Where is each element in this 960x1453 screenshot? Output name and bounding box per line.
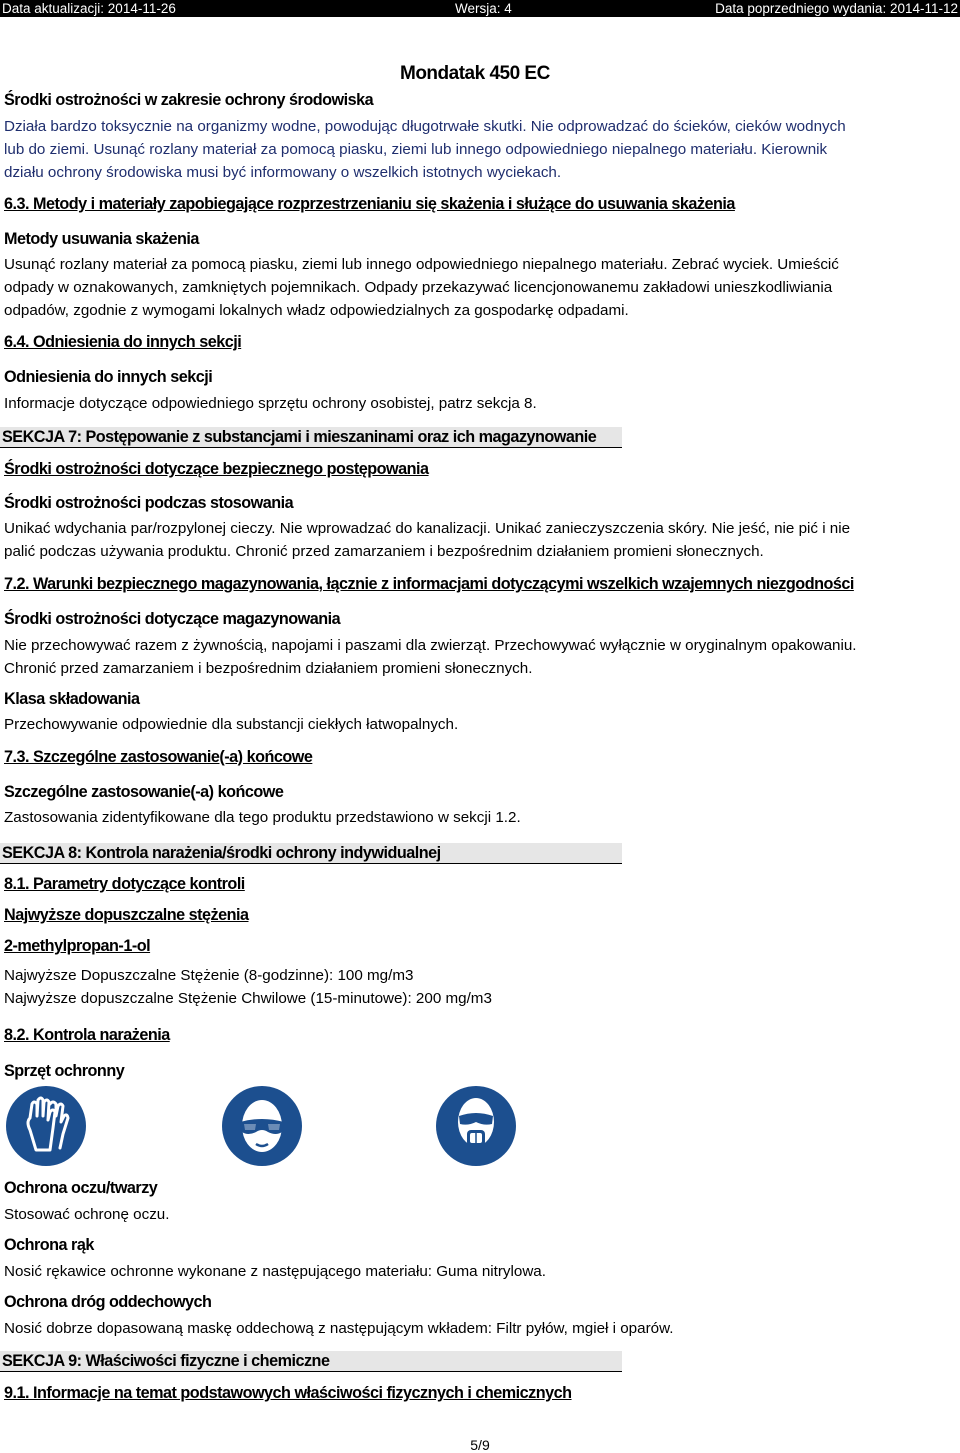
version: Wersja: 4 [455, 1, 512, 16]
env-precautions-heading: Środki ostrożności w zakresie ochrony środowiska [4, 91, 374, 109]
text-line: Usunąć rozlany materiał za pomocą piasku, ziemi lub innego odpowiedniego niepalnego materiału. Zebrać wyciek. Umieścić [4, 256, 839, 273]
cleanup-methods-heading: Metody usuwania skażenia [4, 230, 199, 248]
text-line: lub do ziemi. Usunąć rozlany materiał za pomocą piasku, ziemi lub innego odpowiedniego niepalnego materiału. Kierownik [4, 141, 828, 158]
text-line: Nie przechowywać razem z żywnością, napojami i paszami dla zwierząt. Przechowywać wyłącznie w oryginalnym opakowaniu. [4, 637, 857, 654]
text-line: Stosować ochronę oczu. [4, 1206, 170, 1223]
hand-protection-heading: Ochrona rąk [4, 1236, 94, 1254]
gloves-icon [6, 1086, 86, 1166]
storage-class-heading: Klasa składowania [4, 690, 140, 708]
previous-edition-date: Data poprzedniego wydania: 2014-11-12 [715, 1, 958, 16]
text-line: palić podczas używania produktu. Chronić przed zamarzaniem i bezpośrednim działaniem promieni słonecznych. [4, 543, 764, 560]
respiratory-protection-heading: Ochrona dróg oddechowych [4, 1293, 212, 1311]
text-line: Chronić przed zamarzaniem i bezpośrednim działaniem promieni słonecznych. [4, 660, 533, 677]
text-line: Nosić rękawice ochronne wykonane z następującego materiału: Guma nitrylowa. [4, 1263, 546, 1280]
cleanup-methods-text [4, 253, 956, 322]
hand-protection-text [4, 1260, 956, 1283]
product-title: Mondatak 450 EC [400, 63, 550, 84]
text-line: odpadów, zgodnie z wymogami lokalnych władz odpowiedzialnych za gospodarkę odpadami. [4, 302, 629, 319]
text-line: Unikać wdychania par/rozpylonej cieczy. Nie wprowadzać do kanalizacji. Unikać zanieczyszczenia skóry. Nie jeść, nie pić i nie [4, 520, 851, 537]
storage-precautions-text [4, 634, 956, 680]
text-line: Przechowywanie odpowiednie dla substancji ciekłych łatwopalnych. [4, 716, 459, 733]
substance-name: 2-methylpropan-1-ol [4, 937, 151, 955]
respirator-icon [436, 1086, 516, 1166]
text-line: Zastosowania zidentyfikowane dla tego produktu przedstawiono w sekcji 1.2. [4, 809, 521, 826]
section-9-1-heading: 9.1. Informacje na temat podstawowych właściwości fizycznych i chemicznych [4, 1384, 572, 1402]
respiratory-protection-text [4, 1317, 956, 1340]
ppe-heading: Sprzęt ochronny [4, 1062, 125, 1080]
references-heading: Odniesienia do innych sekcji [4, 368, 213, 386]
env-precautions-text [4, 115, 956, 184]
section-9-title: SEKCJA 9: Właściwości fizyczne i chemiczne [0, 1351, 622, 1372]
eye-protection-heading: Ochrona oczu/twarzy [4, 1179, 158, 1197]
section-8-2-heading: 8.2. Kontrola narażenia [4, 1026, 170, 1044]
use-precautions-text [4, 517, 956, 563]
text-line: odpady w oznakowanych, zamkniętych pojemnikach. Odpady przekazywać licencjonowanemu zakładowi unieszkodliwiania [4, 279, 833, 296]
text-line: Najwyższe Dopuszczalne Stężenie (8-godzinne): 100 mg/m3 [4, 967, 414, 984]
section-7-3-heading: 7.3. Szczególne zastosowanie(-a) końcowe [4, 748, 313, 766]
references-text [4, 392, 956, 415]
text-line: Informacje dotyczące odpowiedniego sprzętu ochrony osobistej, patrz sekcja 8. [4, 395, 537, 412]
eye-protection-text [4, 1203, 956, 1226]
text-line: działu ochrony środowiska musi być informowany o wszelkich istotnych wyciekach. [4, 164, 562, 181]
section-7-title: SEKCJA 7: Postępowanie z substancjami i mieszaninami oraz ich magazynowanie [0, 427, 622, 448]
section-6-4-heading: 6.4. Odniesienia do innych sekcji [4, 333, 242, 351]
section-6-3-heading: 6.3. Metody i materiały zapobiegające rozprzestrzenianiu się skażenia i służące do usuwania skażenia [4, 195, 735, 213]
section-8-1-heading: 8.1. Parametry dotyczące kontroli [4, 875, 245, 893]
storage-class-text [4, 713, 956, 736]
text-line: Działa bardzo toksycznie na organizmy wodne, powodując długotrwałe skutki. Nie odprowadzać do ścieków, cieków wodnych [4, 118, 846, 135]
text-line: Nosić dobrze dopasowaną maskę oddechową z następującym wkładem: Filtr pyłów, mgieł i oparów. [4, 1320, 674, 1337]
goggles-icon [222, 1086, 302, 1166]
exposure-limits-text [4, 964, 956, 1010]
section-8-title: SEKCJA 8: Kontrola narażenia/środki ochrony indywidualnej [0, 843, 622, 864]
end-use-heading: Szczególne zastosowanie(-a) końcowe [4, 783, 284, 801]
header-bar [0, 0, 960, 17]
exposure-limits-heading: Najwyższe dopuszczalne stężenia [4, 906, 249, 924]
use-precautions-heading: Środki ostrożności podczas stosowania [4, 494, 294, 512]
update-date: Data aktualizacji: 2014-11-26 [2, 1, 176, 16]
end-use-text [4, 806, 956, 829]
text-line: Najwyższe dopuszczalne Stężenie Chwilowe (15-minutowe): 200 mg/m3 [4, 990, 492, 1007]
storage-precautions-heading: Środki ostrożności dotyczące magazynowania [4, 610, 341, 628]
page-number: 5/9 [470, 1437, 490, 1453]
section-7-2-heading: 7.2. Warunki bezpiecznego magazynowania, łącznie z informacjami dotyczącymi wszelkich wzajemnych niezgodności [4, 575, 854, 593]
section-7-1-heading: Środki ostrożności dotyczące bezpiecznego postępowania [4, 460, 429, 478]
